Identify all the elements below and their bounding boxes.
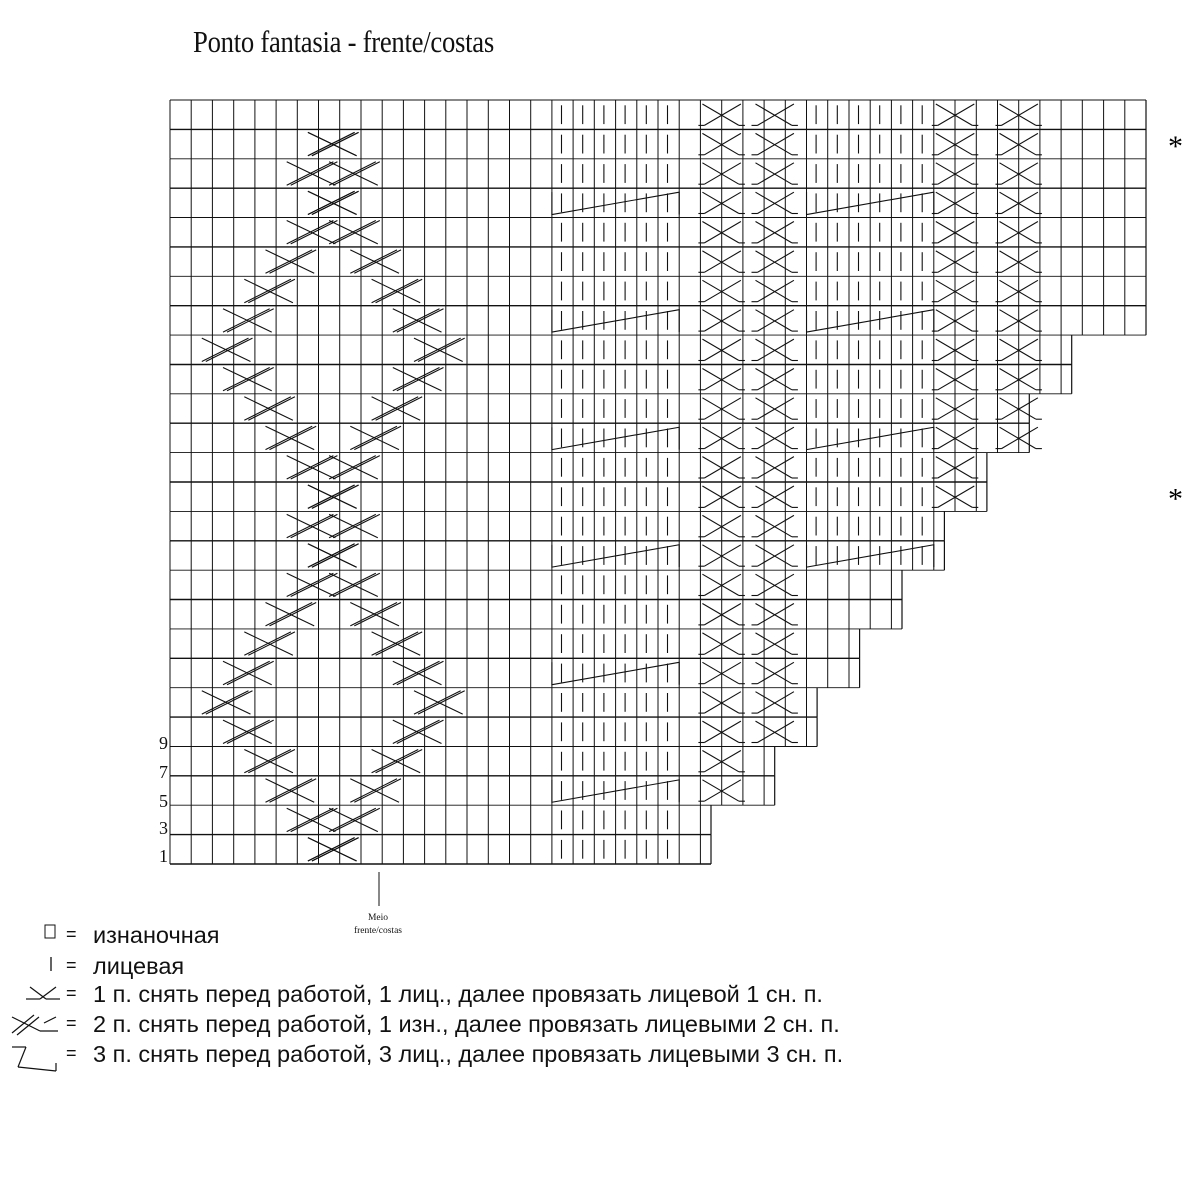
cross-1-symbol bbox=[938, 163, 975, 184]
cross-1-symbol bbox=[758, 280, 794, 301]
cross-1-symbol bbox=[1002, 222, 1038, 243]
cross-1-symbol bbox=[758, 133, 794, 154]
cross-1-symbol bbox=[702, 427, 739, 448]
cross-1-symbol bbox=[758, 604, 794, 625]
cross-1-symbol bbox=[704, 280, 741, 301]
cross-1-symbol bbox=[704, 751, 741, 772]
cross-1-symbol bbox=[1002, 104, 1038, 125]
cross-1-symbol bbox=[702, 133, 739, 154]
cross-1-symbol bbox=[758, 662, 794, 683]
cross-1-symbol bbox=[702, 574, 739, 595]
repeat-markers bbox=[1146, 130, 1183, 516]
repeat-asterisk: * bbox=[1168, 130, 1183, 164]
cross-1-symbol bbox=[758, 163, 794, 184]
legend-item-purl bbox=[0, 922, 1200, 952]
cross-1-symbol bbox=[758, 486, 794, 507]
row-number-5: 5 bbox=[159, 791, 168, 811]
cross-1-symbol bbox=[1000, 310, 1036, 331]
cross-1-symbol bbox=[756, 104, 792, 125]
knit-stroke-icon bbox=[0, 953, 60, 983]
cross-1-symbol bbox=[1002, 192, 1038, 213]
cross-1-symbol bbox=[758, 192, 794, 213]
cross-1-symbol bbox=[702, 604, 739, 625]
cross-1-symbol bbox=[756, 192, 792, 213]
cross-1-symbol bbox=[704, 398, 741, 419]
cross-1-symbol bbox=[704, 251, 741, 272]
cross-1-symbol bbox=[756, 280, 792, 301]
cross-1-symbol bbox=[1000, 104, 1036, 125]
legend-item-cross-1 bbox=[0, 981, 1200, 1011]
cross-1-symbol bbox=[758, 692, 794, 713]
cross-1-symbol bbox=[702, 104, 739, 125]
cross-1-symbol bbox=[1002, 163, 1038, 184]
cross-1-symbol bbox=[756, 251, 792, 272]
cross-1-symbol bbox=[702, 633, 739, 654]
cross-1-symbol bbox=[1002, 339, 1038, 360]
cross-1-symbol bbox=[1000, 280, 1036, 301]
cross-1-symbol bbox=[756, 545, 792, 566]
cross-1-symbol bbox=[704, 133, 741, 154]
center-label-line2: frente/costas bbox=[353, 926, 402, 936]
row-number-1: 1 bbox=[159, 846, 168, 866]
cross-1-icon bbox=[0, 981, 66, 1011]
cross-1-symbol bbox=[1002, 310, 1038, 331]
cross-1-symbol bbox=[938, 280, 975, 301]
cross-1-symbol bbox=[936, 133, 973, 154]
legend-text-purl: изнаночная bbox=[93, 922, 220, 948]
legend-text-knit: лицевая bbox=[93, 953, 185, 979]
cross-1-symbol bbox=[702, 662, 739, 683]
cross-1-symbol bbox=[704, 515, 741, 536]
cross-1-symbol bbox=[756, 574, 792, 595]
cross-1-symbol bbox=[756, 222, 792, 243]
cross-1-symbol bbox=[938, 486, 975, 507]
cross-1-symbol bbox=[936, 339, 973, 360]
legend-item-knit bbox=[0, 953, 1200, 983]
cable-3-icon bbox=[0, 1041, 66, 1073]
cross-1-symbol bbox=[758, 427, 794, 448]
cross-1-symbol bbox=[758, 310, 794, 331]
cross-1-symbol bbox=[758, 222, 794, 243]
cross-1-symbol bbox=[702, 545, 739, 566]
cross-1-symbol bbox=[702, 515, 739, 536]
cross-1-symbol bbox=[938, 339, 975, 360]
cross-1-symbol bbox=[756, 604, 792, 625]
cross-1-symbol bbox=[758, 104, 794, 125]
cross-1-symbol bbox=[938, 192, 975, 213]
cross-1-symbol bbox=[758, 369, 794, 390]
cross-1-symbol bbox=[936, 222, 973, 243]
cross-1-symbol bbox=[1002, 398, 1038, 419]
repeat-asterisk: * bbox=[1168, 482, 1183, 516]
cross-1-symbol bbox=[936, 427, 973, 448]
legend-equals: = bbox=[66, 924, 77, 944]
cross-1-symbol bbox=[702, 280, 739, 301]
center-label-line1: Meio bbox=[367, 913, 389, 923]
cross-1-symbol bbox=[704, 692, 741, 713]
cross-1-symbol bbox=[758, 633, 794, 654]
cross-1-symbol bbox=[704, 633, 741, 654]
legend-text-cable-3: 3 п. снять перед работой, 3 лиц., далее провязать лицевыми 3 сн. п. bbox=[93, 1041, 844, 1067]
cross-1-symbol bbox=[756, 163, 792, 184]
cross-1-symbol bbox=[1000, 369, 1036, 390]
cross-1-symbol bbox=[704, 163, 741, 184]
cross-1-symbol bbox=[936, 280, 973, 301]
cross-1-symbol bbox=[936, 163, 973, 184]
cross-1-symbol bbox=[756, 457, 792, 478]
cross-1-symbol bbox=[704, 339, 741, 360]
cross-1-symbol bbox=[702, 369, 739, 390]
cross-1-symbol bbox=[702, 310, 739, 331]
row-number-3: 3 bbox=[159, 818, 168, 838]
cross-1-symbol bbox=[702, 457, 739, 478]
cross-1-symbol bbox=[938, 133, 975, 154]
cross-1-symbol bbox=[704, 574, 741, 595]
cross-1-symbol bbox=[1002, 369, 1038, 390]
cross-1-symbol bbox=[704, 662, 741, 683]
center-pointer-line bbox=[378, 872, 382, 906]
cross-1-symbol bbox=[702, 751, 739, 772]
legend-equals: = bbox=[66, 983, 77, 1003]
cross-1-symbol bbox=[758, 398, 794, 419]
legend-item-cable-3 bbox=[0, 1041, 1200, 1071]
cross-1-symbol bbox=[704, 310, 741, 331]
cross-1-symbol bbox=[936, 104, 973, 125]
cross-1-symbol bbox=[756, 133, 792, 154]
legend-equals: = bbox=[66, 1013, 77, 1033]
row-number-7: 7 bbox=[159, 762, 168, 782]
cross-1-symbol bbox=[704, 222, 741, 243]
cross-1-symbol bbox=[702, 163, 739, 184]
cross-1-symbol bbox=[1000, 427, 1036, 448]
cross-1-symbol bbox=[704, 780, 741, 801]
cross-1-symbol bbox=[936, 398, 973, 419]
cross-1-symbol bbox=[758, 515, 794, 536]
cross-1-symbol bbox=[704, 486, 741, 507]
grid-lines bbox=[170, 100, 1146, 864]
cross-1-symbol bbox=[702, 780, 739, 801]
cross-1-symbol bbox=[704, 427, 741, 448]
cross-1-symbol bbox=[1000, 398, 1036, 419]
cross-1-symbol bbox=[938, 427, 975, 448]
cross-1-symbol bbox=[1002, 427, 1038, 448]
cross-1-symbol bbox=[758, 574, 794, 595]
cross-1-symbol bbox=[938, 251, 975, 272]
legend-equals: = bbox=[66, 1043, 77, 1063]
cross-1-symbol bbox=[1002, 133, 1038, 154]
page-title: Ponto fantasia - frente/costas bbox=[193, 24, 494, 59]
cross-1-symbol bbox=[702, 339, 739, 360]
cross-1-symbol bbox=[756, 369, 792, 390]
cross-1-symbol bbox=[704, 369, 741, 390]
cross-2-icon bbox=[0, 1011, 66, 1041]
cross-1-symbol bbox=[702, 721, 739, 742]
cross-1-symbol bbox=[702, 398, 739, 419]
cross-1-symbol bbox=[756, 427, 792, 448]
cross-1-symbol bbox=[756, 398, 792, 419]
cross-1-symbol bbox=[704, 545, 741, 566]
cross-1-symbol bbox=[702, 192, 739, 213]
cross-1-symbol bbox=[936, 457, 973, 478]
cross-1-symbol bbox=[938, 457, 975, 478]
cross-1-symbol bbox=[1000, 222, 1036, 243]
cross-1-symbol bbox=[758, 721, 794, 742]
cross-1-symbol bbox=[704, 457, 741, 478]
cross-1-symbol bbox=[1000, 339, 1036, 360]
cross-1-symbol bbox=[704, 721, 741, 742]
cross-1-symbol bbox=[936, 192, 973, 213]
legend-text-cross-2: 2 п. снять перед работой, 1 изн., далее провязать лицевыми 2 сн. п. bbox=[93, 1011, 840, 1037]
cross-1-symbol bbox=[758, 457, 794, 478]
legend-text-cross-1: 1 п. снять перед работой, 1 лиц., далее провязать лицевой 1 сн. п. bbox=[93, 981, 823, 1007]
cross-1-symbol bbox=[704, 192, 741, 213]
cross-1-symbol bbox=[1002, 251, 1038, 272]
cross-1-symbol bbox=[936, 486, 973, 507]
cross-1-symbol bbox=[756, 721, 792, 742]
cross-1-symbol bbox=[702, 692, 739, 713]
cross-1-symbol bbox=[702, 222, 739, 243]
cross-1-symbol bbox=[702, 486, 739, 507]
cross-1-symbol bbox=[938, 222, 975, 243]
cross-1-symbol bbox=[1000, 192, 1036, 213]
cross-1-symbol bbox=[704, 604, 741, 625]
cross-1-symbol bbox=[756, 486, 792, 507]
row-number-9: 9 bbox=[159, 733, 168, 753]
cross-1-symbol bbox=[938, 104, 975, 125]
cross-1-symbol bbox=[938, 369, 975, 390]
cross-1-symbol bbox=[938, 398, 975, 419]
cross-1-symbol bbox=[936, 369, 973, 390]
cross-1-symbol bbox=[938, 310, 975, 331]
cross-1-symbol bbox=[758, 545, 794, 566]
cross-1-symbol bbox=[1002, 280, 1038, 301]
cross-1-symbol bbox=[758, 339, 794, 360]
cross-1-symbol bbox=[756, 692, 792, 713]
cross-1-symbol bbox=[1000, 163, 1036, 184]
cross-1-symbol bbox=[936, 310, 973, 331]
cross-1-symbol bbox=[756, 633, 792, 654]
cross-1-symbol bbox=[702, 251, 739, 272]
cross-1-symbol bbox=[756, 662, 792, 683]
cross-1-symbol bbox=[758, 251, 794, 272]
legend-item-cross-2 bbox=[0, 1011, 1200, 1041]
cross-1-symbol bbox=[756, 515, 792, 536]
cross-1-symbol bbox=[756, 339, 792, 360]
cross-1-symbol bbox=[936, 251, 973, 272]
cross-1-symbol bbox=[704, 104, 741, 125]
cross-1-symbol bbox=[1000, 251, 1036, 272]
cross-1-symbol bbox=[1000, 133, 1036, 154]
cross-1-symbol bbox=[756, 310, 792, 331]
purl-square-icon bbox=[0, 922, 60, 952]
legend-equals: = bbox=[66, 955, 77, 975]
